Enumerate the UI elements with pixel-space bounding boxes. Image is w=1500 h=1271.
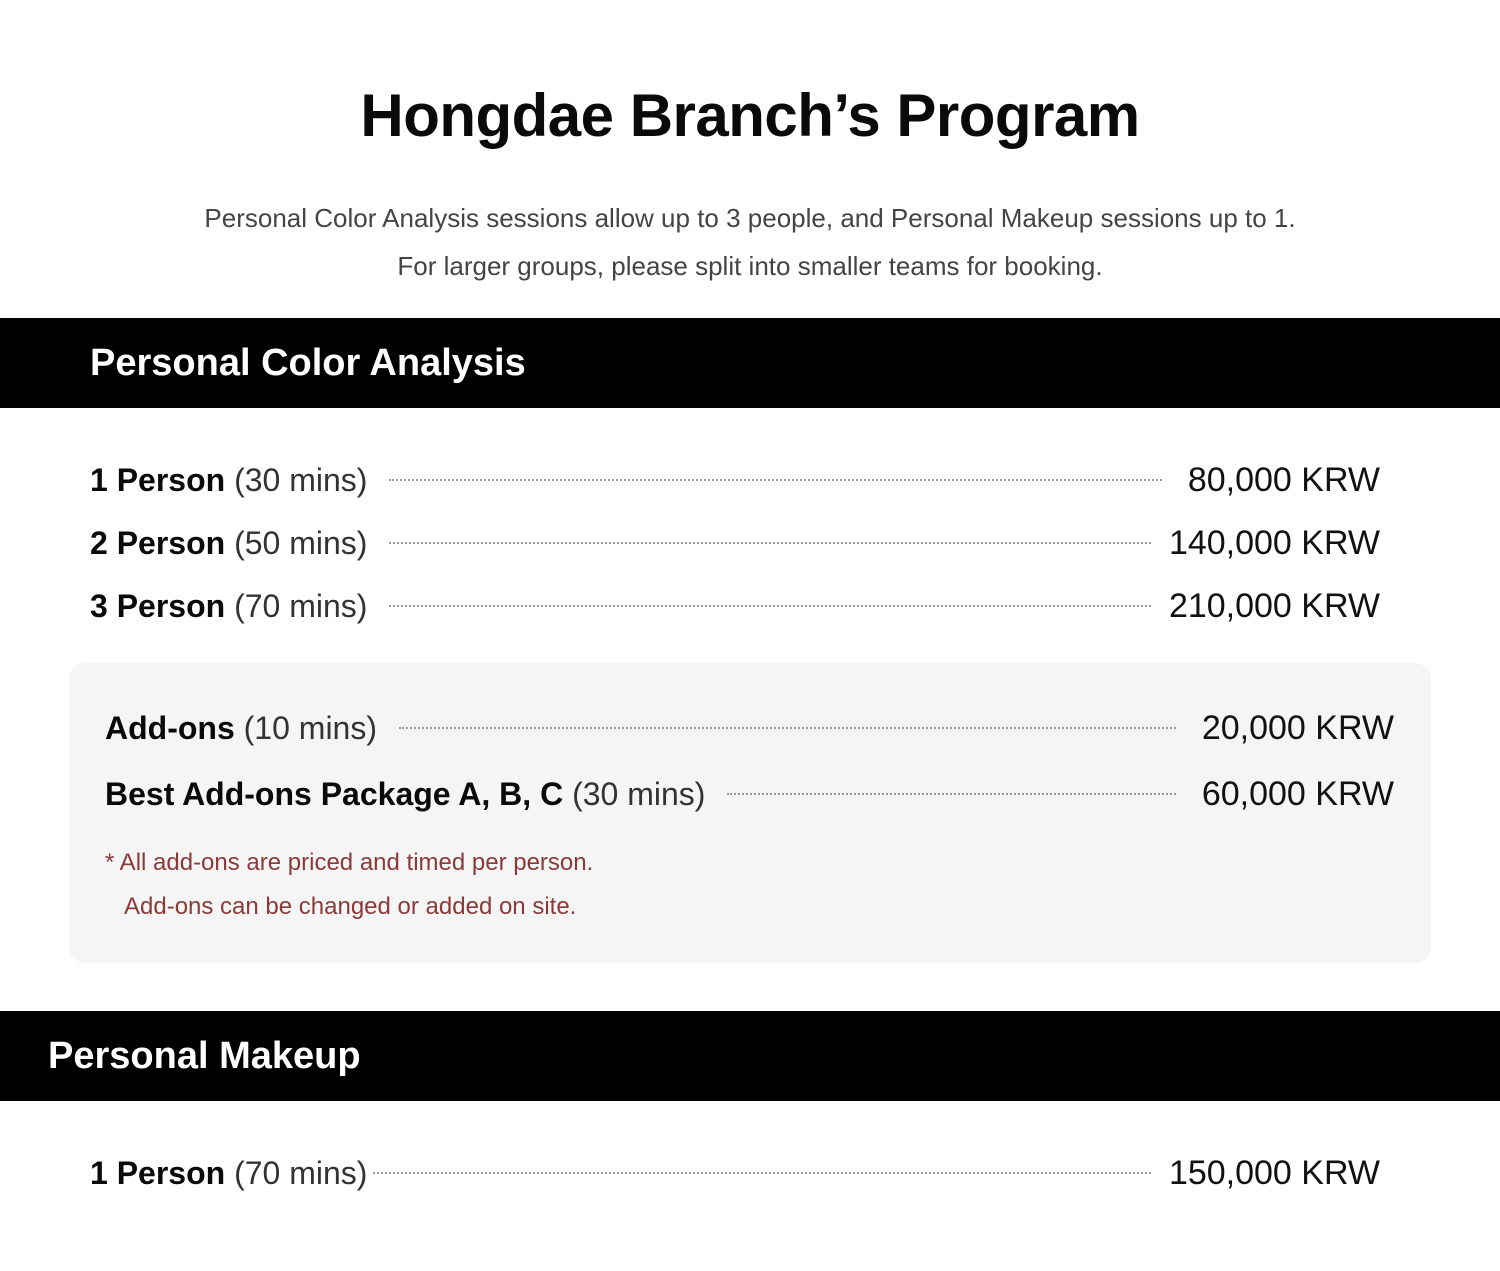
dotted-leader (389, 479, 1162, 481)
dotted-leader (727, 793, 1176, 795)
item-name (90, 1148, 367, 1198)
item-label: Best Add-ons Package A, B, C (105, 776, 564, 812)
item-duration: (10 mins) (243, 710, 377, 746)
item-price: 60,000 KRW (1201, 775, 1394, 813)
item-label: 2 Person (90, 525, 226, 561)
section-title: Personal Color Analysis (90, 342, 526, 384)
addon-note: * All add-ons are priced and timed per person. (105, 849, 594, 876)
intro-text (0, 194, 1500, 290)
item-label: 3 Person (90, 588, 226, 624)
item-duration: (30 mins) (234, 462, 368, 498)
addons-panel (69, 663, 1431, 963)
item-duration: (70 mins) (234, 588, 368, 624)
item-duration: (50 mins) (234, 525, 368, 561)
item-label: 1 Person (90, 1155, 226, 1191)
section-header-color-analysis (0, 318, 1500, 408)
addon-row (105, 769, 1394, 819)
dotted-leader (389, 605, 1151, 607)
item-name (90, 455, 367, 505)
intro-line: For larger groups, please split into smaller teams for booking. (397, 251, 1103, 281)
item-name (105, 703, 377, 753)
addon-row (105, 703, 1394, 753)
item-price: 20,000 KRW (1201, 709, 1394, 747)
dotted-leader (389, 542, 1151, 544)
price-row (90, 1148, 1380, 1198)
item-label: Add-ons (105, 710, 235, 746)
intro-line: Personal Color Analysis sessions allow up to 3 people, and Personal Makeup sessions up to 1. (204, 203, 1296, 233)
price-row (90, 581, 1380, 631)
dotted-leader (399, 727, 1176, 729)
item-name (90, 518, 367, 568)
price-row (90, 518, 1380, 568)
item-name (105, 769, 705, 819)
item-price: 150,000 KRW (1168, 1154, 1380, 1192)
section-title: Personal Makeup (48, 1035, 361, 1077)
item-duration: (30 mins) (572, 776, 706, 812)
dotted-leader (373, 1172, 1151, 1174)
price-row (90, 455, 1380, 505)
item-price: 80,000 KRW (1187, 461, 1380, 499)
item-duration: (70 mins) (234, 1155, 368, 1191)
addon-note: Add-ons can be changed or added on site. (124, 893, 577, 920)
item-price: 210,000 KRW (1168, 587, 1380, 625)
item-label: 1 Person (90, 462, 226, 498)
section-header-makeup (0, 1011, 1500, 1101)
item-name (90, 581, 367, 631)
item-price: 140,000 KRW (1168, 524, 1380, 562)
page-title: Hongdae Branch’s Program (360, 82, 1140, 149)
